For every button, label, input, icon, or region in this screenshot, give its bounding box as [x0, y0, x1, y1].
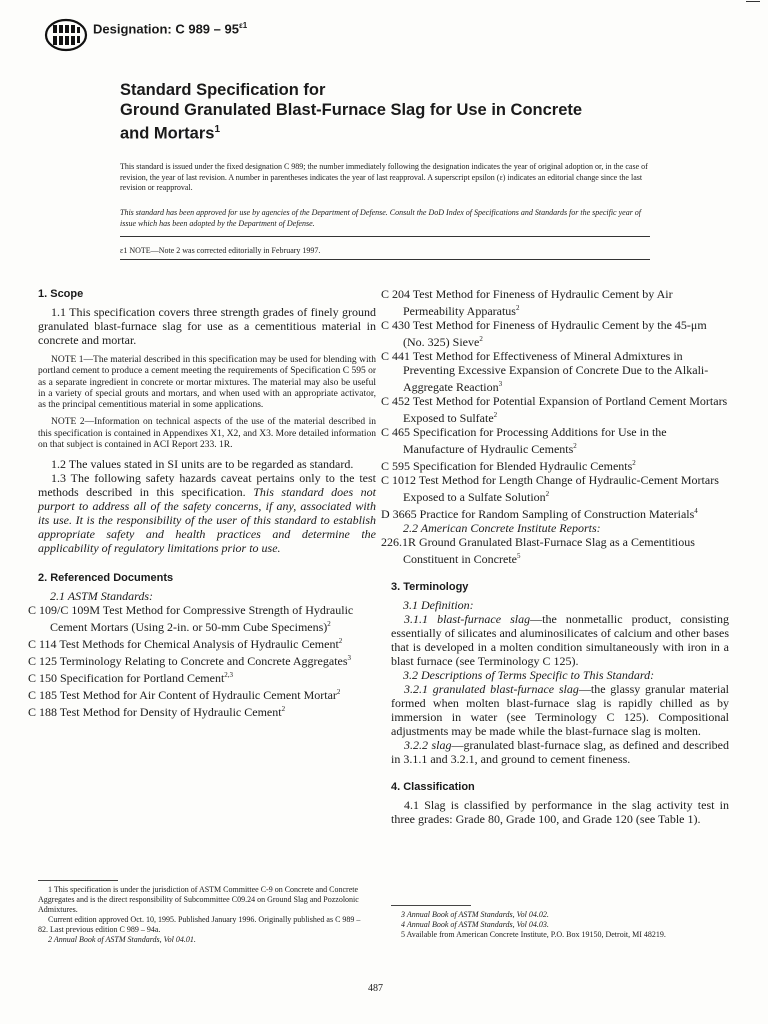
reference-text: C 1012 Test Method for Length Change of Hydraulic-Cement Mortars Exposed to a Sulfate Solution [381, 473, 719, 504]
reference-footnote-mark: 3 [347, 654, 352, 663]
reference-item [28, 668, 376, 686]
editorial-note: ε1 NOTE—Note 2 was corrected editorially in February 1997. [120, 246, 321, 255]
reference-text: C 114 Test Methods for Chemical Analysis of Hydraulic Cement [28, 637, 339, 652]
astm-reference-list-continued [381, 287, 729, 521]
footnote-4: 4 Annual Book of ASTM Standards, Vol 04.03. [401, 920, 549, 929]
paragraph-3-2: 3.2 Descriptions of Terms Specific to This Standard: [403, 668, 655, 682]
title-footnote-mark: 1 [214, 124, 220, 135]
title-line-2: Ground Granulated Blast-Furnace Slag for Use in Concrete [120, 101, 583, 119]
reference-item [28, 634, 376, 652]
reference-footnote-mark: 2 [515, 304, 520, 312]
section-heading-referenced-documents: 2. Referenced Documents [38, 572, 174, 585]
section-heading-terminology: 3. Terminology [391, 581, 469, 593]
reference-text: C 441 Test Method for Effectiveness of Mineral Admixtures in Preventing Excessive Expansion of Concrete Due to the Alkali-Aggregate Reaction [381, 349, 709, 394]
reference-text: C 185 Test Method for Air Content of Hydraulic Cement Mortar [28, 688, 337, 703]
paragraph-3-1: 3.1 Definition: [403, 598, 474, 612]
footnote-5: 5 Available from American Concrete Institute, P.O. Box 19150, Detroit, MI 48219. [401, 930, 666, 939]
astm-reference-list [28, 603, 376, 720]
reference-item [381, 287, 729, 318]
term-slag: 3.2.2 slag [404, 738, 452, 752]
reference-footnote-mark: 2 [479, 335, 483, 343]
reference-text: C 125 Terminology Relating to Concrete and Concrete Aggregates [28, 654, 348, 669]
paragraph-2-2: 2.2 American Concrete Institute Reports: [403, 521, 601, 535]
paragraph-4-1: 4.1 Slag is classified by performance in the slag activity test in three grades: Grade 80, Grade 100, and Grade 120 (see Table 1). [391, 798, 729, 826]
reference-footnote-mark: 2 [545, 490, 550, 498]
footnote-1-edition: Current edition approved Oct. 10, 1995. Published January 1996. Originally published as C 989 – 82. Last previous edition C 989 – 94a. [38, 915, 361, 934]
reference-footnote-mark: 2 [493, 411, 498, 419]
definition-granulated-slag: —the glassy granular material formed when molten blast-furnace slag is rapidly chilled as by immersion in water (see Terminology C 125). Compositional adjustments may be made while the blast-furnace slag is molten. [391, 682, 729, 738]
footnotes-left [38, 885, 368, 945]
reference-item [28, 685, 376, 703]
reference-footnote-mark: 3 [498, 380, 503, 388]
footnote-divider [38, 880, 118, 881]
reference-footnote-mark: 2 [281, 705, 286, 714]
reference-text: C 595 Specification for Blended Hydraulic Cements [381, 459, 633, 473]
section-heading-classification: 4. Classification [391, 781, 475, 793]
approval-note: This standard has been approved for use by agencies of the Department of Defense. Consult the DoD Index of Specifications and Standards for the specific year of issue which has been adopted by the Department of Defense. [120, 208, 642, 228]
paragraph-3-1-1 [391, 612, 729, 668]
reference-item [381, 349, 729, 394]
reference-text: C 452 Test Method for Potential Expansion of Portland Cement Mortars Exposed to Sulfate [381, 394, 728, 425]
astm-logo-icon [44, 18, 88, 52]
safety-caveat: This standard does not purport to address all of the safety concerns, if any, associated with its use. It is the responsibility of the user of this standard to establish appropriate safety and health practices and determine the applicability of regulatory limitations prior to use. [38, 485, 376, 556]
reference-text: C 204 Test Method for Fineness of Hydraulic Cement by Air Permeability Apparatus [381, 287, 673, 318]
title-line-3: and Mortars [120, 124, 215, 143]
footnote-3: 3 Annual Book of ASTM Standards, Vol 04.02. [401, 910, 549, 919]
reference-text: C 465 Specification for Processing Additions for Use in the Manufacture of Hydraulic Cements [381, 425, 667, 456]
reference-footnote-mark: 2 [632, 459, 636, 467]
reference-footnote-mark: 2,3 [224, 671, 234, 680]
right-column [381, 287, 729, 826]
footnote-2: 2 Annual Book of ASTM Standards, Vol 04.01. [48, 935, 196, 944]
divider [120, 259, 650, 260]
designation-sup: ε1 [238, 21, 248, 30]
reference-text: C 188 Test Method for Density of Hydraulic Cement [28, 705, 282, 720]
reference-text: C 109/C 109M Test Method for Compressive Strength of Hydraulic Cement Mortars (Using 2-in. or 50-mm Cube Specimens) [28, 603, 354, 635]
aci-reference-sup: 5 [516, 552, 521, 560]
paragraph-3-2-2 [391, 738, 729, 766]
reference-text: C 430 Test Method for Fineness of Hydraulic Cement by the 45-μm (No. 325) Sieve [381, 318, 707, 349]
left-column [28, 287, 376, 720]
section-heading-scope: 1. Scope [38, 288, 84, 300]
reference-item [28, 702, 376, 720]
corner-mark [746, 1, 760, 2]
term-blast-furnace-slag: 3.1.1 blast-furnace slag [404, 612, 531, 626]
note-2: NOTE 2—Information on technical aspects of the use of the material described in this specification is contained in Appendixes X1, X2, and X3. More detailed information on that subject is contained in ACI Report 233. 1R. [38, 417, 376, 451]
paragraph-1-3 [38, 471, 376, 555]
reference-item [381, 425, 729, 456]
title-line-1: Standard Specification for [120, 81, 326, 99]
aci-reference [381, 535, 729, 566]
reference-item [28, 651, 376, 669]
reference-text: C 150 Specification for Portland Cement [28, 671, 225, 686]
paragraph-1-2: 1.2 The values stated in SI units are to be regarded as standard. [51, 457, 354, 472]
reference-item [381, 504, 729, 521]
paragraph-1-3-text: 1.3 The following safety hazards caveat pertains only to the test methods described in this specification. [38, 471, 376, 500]
page-title [120, 80, 680, 144]
paragraph-1-1: 1.1 This specification covers three strength grades of finely ground granulated blast-furnace slag for use as a cementitious material in concrete and mortar. [38, 305, 376, 347]
reference-footnote-mark: 2 [573, 442, 577, 450]
reference-item [381, 473, 729, 504]
standard-notice: This standard is issued under the fixed designation C 989; the number immediately following the designation indicates the year of original adoption or, in the case of revision, the year of last revision. A number in parentheses indicates the year of last reapproval. A superscript epsilon (ε) indicates an editorial change since the last revision or reapproval. [120, 162, 648, 192]
page-number: 487 [368, 983, 383, 994]
reference-item [28, 603, 376, 635]
footnote-1: 1 This specification is under the jurisdiction of ASTM Committee C-9 on Concrete and Concrete Aggregates and is the direct responsibility of Subcommittee C09.24 on Ground Slag and Pozzolonic Admixtures. [38, 885, 359, 914]
reference-item [381, 456, 729, 473]
term-granulated-slag: 3.2.1 granulated blast-furnace slag [404, 682, 579, 696]
footnote-divider [391, 905, 471, 906]
paragraph-3-2-1 [391, 682, 729, 738]
aci-reference-text: 226.1R Ground Granulated Blast-Furnace Slag as a Cementitious Constituent in Concrete [381, 535, 695, 566]
designation [93, 21, 247, 36]
reference-item [381, 394, 729, 425]
paragraph-2-1: 2.1 ASTM Standards: [50, 589, 154, 604]
reference-footnote-mark: 2 [338, 637, 343, 646]
reference-text: D 3665 Practice for Random Sampling of Construction Materials [381, 507, 695, 521]
footnotes-right [391, 910, 729, 940]
divider [120, 236, 650, 237]
reference-footnote-mark: 2 [336, 688, 341, 697]
note-1: NOTE 1—The material described in this specification may be used for blending with portland cement to produce a cement meeting the requirements of Specification C 595 or as a separate ingredient in concrete or mortar mixtures. The material may also be useful in a variety of special grouts and mortars, and when used with an appropriate activator, as the principal cementitious material in some applications. [38, 355, 376, 411]
definition-blast-furnace-slag: —the nonmetallic product, consisting essentially of silicates and aluminosilicates of calcium and other bases that is developed in a molten condition simultaneously with iron in a blast furnace (see Terminology C 125). [391, 612, 729, 668]
designation-label: Designation: C 989 – 95 [93, 21, 239, 37]
reference-footnote-mark: 2 [327, 620, 331, 629]
reference-item [381, 318, 729, 349]
reference-footnote-mark: 4 [694, 507, 698, 515]
definition-slag: —granulated blast-furnace slag, as defined and described in 3.1.1 and 3.2.1, and ground to cement fineness. [391, 738, 729, 766]
